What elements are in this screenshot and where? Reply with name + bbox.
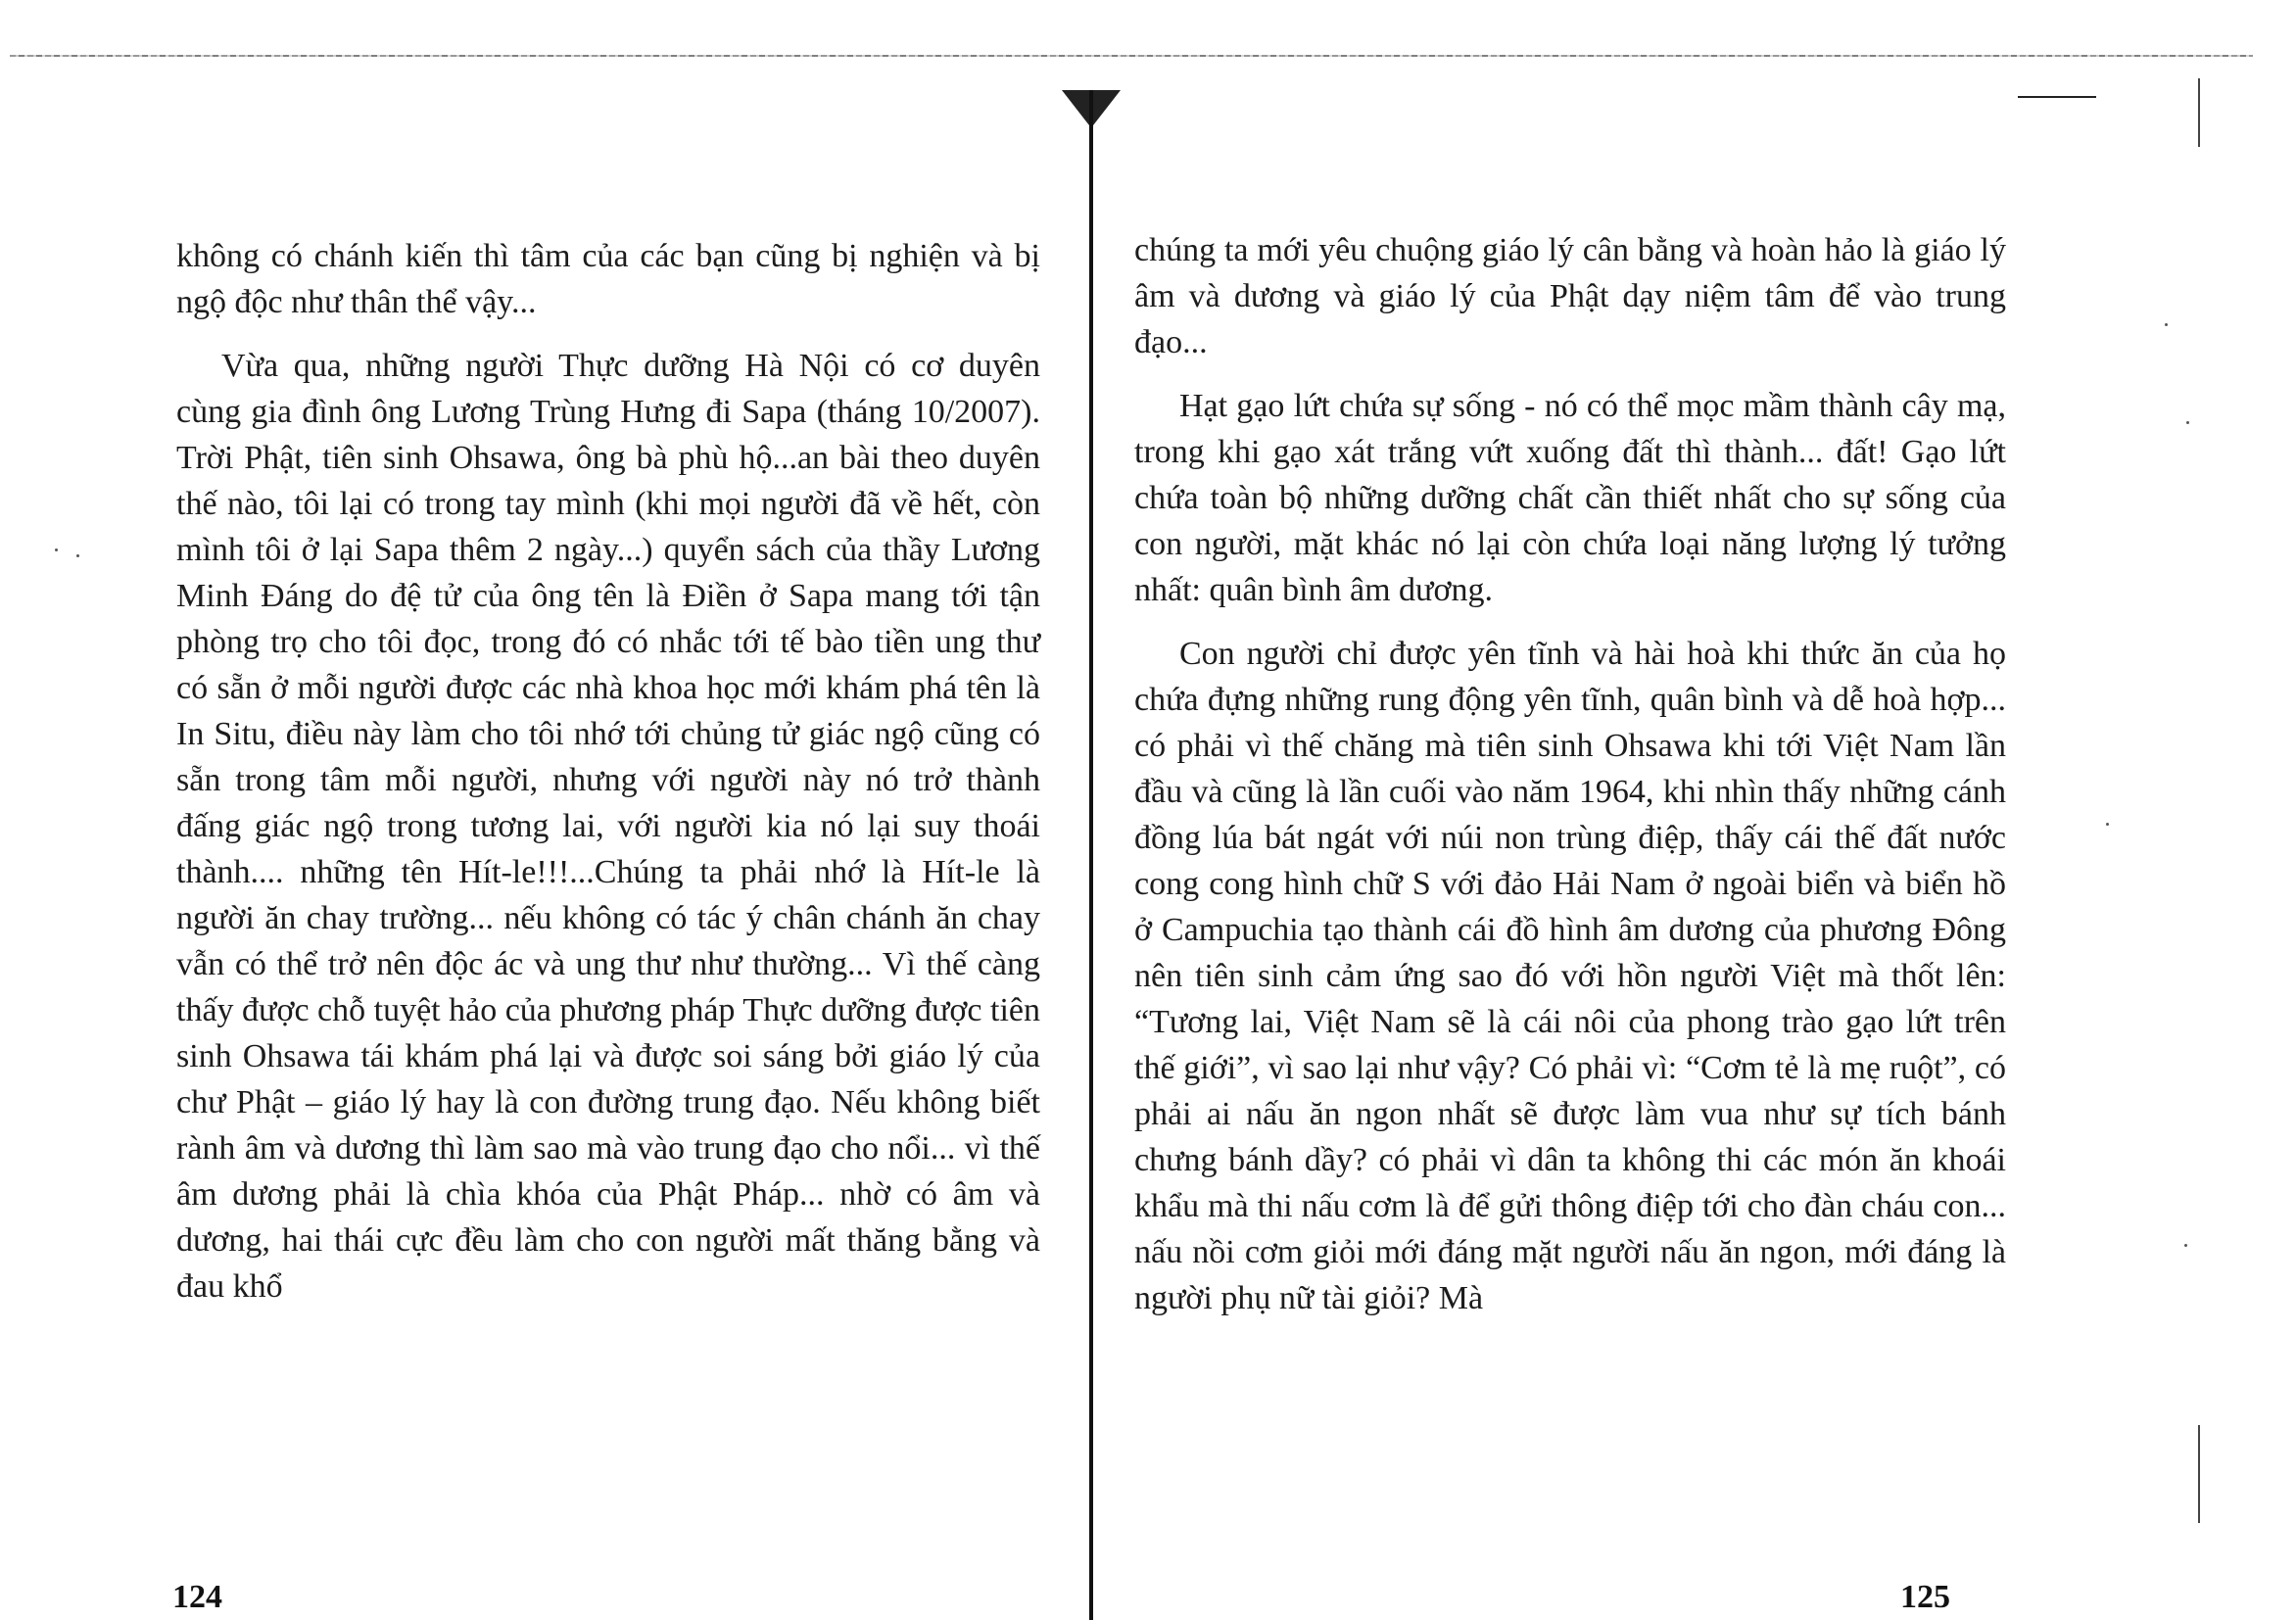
scan-speck — [2184, 1244, 2187, 1247]
right-paragraph-3: Con người chỉ được yên tĩnh và hài hoà khi thức ăn của họ chứa đựng những rung động yên tĩnh, quân bình và dễ hoà hợp... có phải vì thế chăng mà tiên sinh Ohsawa khi tới Việt Nam lần đầu và cũng là lần cuối vào năm 1964, khi nhìn thấy những cánh đồng lúa bát ngát với núi non trùng điệp, thấy cái thế đất nước cong cong hình chữ S với đảo Hải Nam ở ngoài biển và biển hồ ở Campuchia tạo thành cái đồ hình âm dương của phương Đông nên tiên sinh cảm ứng sao đó với hồn người Việt mà thốt lên: “Tương lai, Việt Nam sẽ là cái nôi của phong trào gạo lứt trên thế giới”, vì sao lại như vậy? Có phải vì: “Cơm tẻ là mẹ ruột”, có phải ai nấu ăn ngon nhất sẽ được làm vua như sự tích bánh chưng bánh dầy? có phải vì dân ta không thi các món ăn khoái khẩu mà thi nấu cơm là để gửi thông điệp tới cho đàn cháu con... nấu nồi cơm giỏi mới đáng mặt người nấu ăn ngon, mới đáng là người phụ nữ tài giỏi? Mà — [1134, 636, 2006, 1316]
page-edge-line — [2198, 78, 2200, 147]
book-spine — [1089, 90, 1093, 1620]
scan-speck — [2165, 323, 2168, 326]
page-edge-mark — [2018, 96, 2096, 98]
scan-speck — [2186, 421, 2189, 424]
left-paragraph-2: Vừa qua, những người Thực dưỡng Hà Nội có cơ duyên cùng gia đình ông Lương Trùng Hưng đi Sapa (tháng 10/2007). Trời Phật, tiên sinh Ohsawa, ông bà phù hộ...an bài theo duyên thế nào, tôi lại có trong tay mình (khi mọi người đã về hết, còn mình tôi ở lại Sapa thêm 2 ngày...) quyển sách của thầy Lương Minh Đáng do đệ tử của ông tên là Điền ở Sapa mang tới tận phòng trọ cho tôi đọc, trong đó có nhắc tới tế bào tiền ung thư có sẵn ở mỗi người được các nhà khoa học mới khám phá tên là In Situ, điều này làm cho tôi nhớ tới chủng tử giác ngộ cũng có sẵn trong tâm mỗi người, nhưng với người này nó trở thành đấng giác ngộ trong tương lai, với người kia nó lại suy thoái thành.... những tên Hít-le!!!...Chúng ta phải nhớ là Hít-le là người ăn chay trường... nếu không có tác ý chân chánh ăn chay vẫn có thể trở nên độc ác và ung thư như thường... Vì thế càng thấy được chỗ tuyệt hảo của phương pháp Thực dưỡng được tiên sinh Ohsawa tái khám phá lại và được soi sáng bởi giáo lý của chư Phật – giáo lý hay là con đường trung đạo. Nếu không biết rành âm và dương thì làm sao mà vào trung đạo cho nổi... vì thế âm dương phải là chìa khóa của Phật Pháp... nhờ có âm và dương, hai thái cực đều làm cho con người mất thăng bằng và đau khổ — [176, 348, 1040, 1305]
page-number-left: 124 — [172, 1579, 222, 1615]
right-paragraph-2: Hạt gạo lứt chứa sự sống - nó có thể mọc mầm thành cây mạ, trong khi gạo xát trắng vứt xuống đất thì thành... đất! Gạo lứt chứa toàn bộ những dưỡng chất cần thiết nhất cho sự sống của con người, mặt khác nó lại còn chứa loại năng lượng lý tưởng nhất: quân bình âm dương. — [1134, 388, 2006, 608]
page-edge-line — [2198, 1425, 2200, 1523]
scan-speck — [55, 548, 58, 551]
page-number-right: 125 — [1900, 1579, 1950, 1615]
right-page — [1134, 227, 2006, 1339]
scan-speck — [2106, 823, 2109, 826]
scan-edge-line — [10, 55, 2253, 57]
left-paragraph-1: không có chánh kiến thì tâm của các bạn cũng bị nghiện và bị ngộ độc như thân thể vậy... — [176, 238, 1040, 320]
scan-speck — [76, 554, 79, 557]
right-paragraph-1: chúng ta mới yêu chuộng giáo lý cân bằng và hoàn hảo là giáo lý âm và dương và giáo lý của Phật dạy niệm tâm để vào trung đạo... — [1134, 232, 2006, 360]
left-page — [176, 233, 1040, 1327]
